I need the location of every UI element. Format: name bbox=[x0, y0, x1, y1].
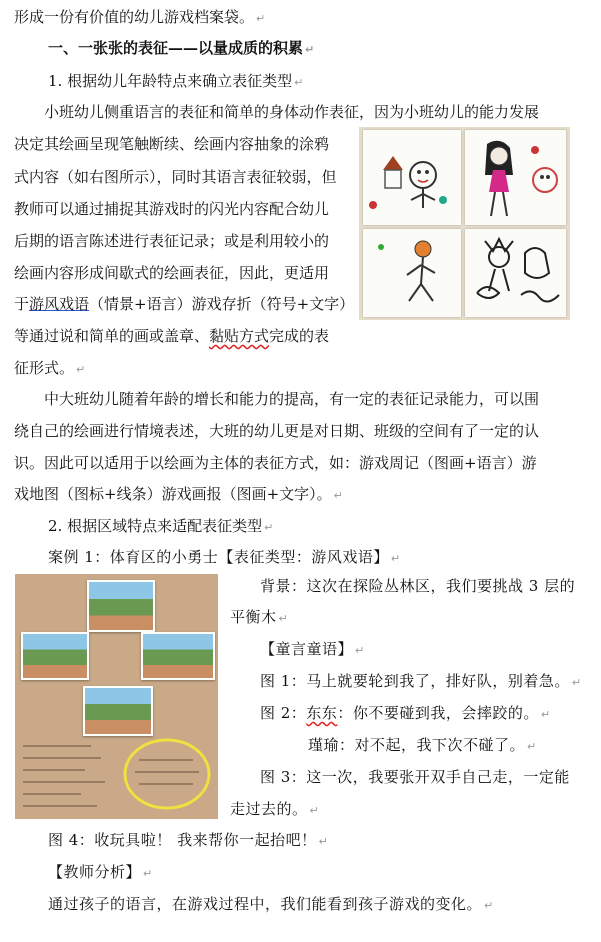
figure-caption-4: 图 4：收玩具啦！ 我来帮你一起抬吧！ ↵ bbox=[48, 831, 329, 849]
snapshot bbox=[87, 580, 155, 632]
heading-1: 一、一张张的表征——以量成质的积累 ↵ bbox=[48, 39, 315, 57]
return-mark-icon: ↵ bbox=[571, 676, 582, 689]
return-mark-icon: ↵ bbox=[484, 899, 494, 912]
return-mark-icon: ↵ bbox=[390, 552, 401, 565]
reply-line: 瑾瑜：对不起，我下次不碰了。 ↵ bbox=[308, 736, 537, 754]
doodle-figure-icon bbox=[465, 130, 566, 225]
subheading-1: 1. 根据幼儿年龄特点来确立表征类型 ↵ bbox=[48, 72, 304, 90]
paragraph-line: 等通过说和简单的画或盖章、黏贴方式完成的表 bbox=[14, 327, 330, 345]
paragraph-line: 中大班幼儿随着年龄的增长和能力的提高，有一定的表征记录能力，可以围 bbox=[44, 390, 540, 408]
sports-area-photo-board bbox=[15, 574, 218, 819]
paragraph-line: 绘画内容形成间歇式的绘画表征，因此，更适用 bbox=[14, 264, 330, 282]
figure-caption-3: 图 3：这一次，我要张开双手自己走，一定能 bbox=[260, 768, 570, 786]
paragraph-line: 后期的语言陈述进行表征记录；或是利用较小的 bbox=[14, 232, 330, 250]
paragraph-line: 教师可以通过捕捉其游戏时的闪光内容配合幼儿 bbox=[14, 200, 330, 218]
spellcheck-word: 东东 bbox=[306, 704, 338, 722]
handwriting-notes-icon bbox=[21, 738, 121, 814]
figure-caption-1: 图 1：马上就要轮到我了，排好队，别着急。 ↵ bbox=[260, 672, 582, 690]
teacher-analysis-title: 【教师分析】 ↵ bbox=[48, 863, 153, 881]
return-mark-icon: ↵ bbox=[143, 867, 153, 880]
return-mark-icon: ↵ bbox=[305, 43, 315, 56]
paragraph-line: 形成一份有价值的幼儿游戏档案袋。 ↵ bbox=[14, 8, 266, 26]
paragraph-line: 式内容（如右图所示），同时其语言表征较弱，但 bbox=[14, 168, 337, 186]
return-mark-icon: ↵ bbox=[309, 804, 320, 817]
figure-caption-3-cont: 走过去的。 ↵ bbox=[230, 800, 320, 818]
doodle-figure-icon bbox=[465, 229, 566, 317]
teacher-analysis-text: 通过孩子的语言，在游戏过程中，我们能看到孩子游戏的变化。 ↵ bbox=[48, 895, 494, 913]
snapshot bbox=[83, 686, 153, 736]
return-mark-icon: ↵ bbox=[278, 612, 289, 625]
return-mark-icon: ↵ bbox=[294, 76, 304, 89]
subheading-2: 2. 根据区域特点来适配表征类型 ↵ bbox=[48, 517, 274, 535]
case-title: 案例 1：体育区的小勇士【表征类型：游风戏语】 ↵ bbox=[48, 548, 401, 566]
return-mark-icon: ↵ bbox=[76, 363, 86, 376]
drawing-sheet bbox=[465, 229, 566, 317]
return-mark-icon: ↵ bbox=[318, 835, 329, 848]
return-mark-icon: ↵ bbox=[264, 521, 274, 534]
spellcheck-word: 黏贴方式 bbox=[209, 327, 270, 345]
term-youfengxiyu: 游风戏语 bbox=[29, 295, 90, 313]
paragraph-line: 决定其绘画呈现笔触断续、绘画内容抽象的涂鸦 bbox=[14, 135, 330, 153]
paragraph-line: 小班幼儿侧重语言的表征和简单的身体动作表征，因为小班幼儿的能力发展 bbox=[44, 103, 540, 121]
drawing-sheet bbox=[363, 130, 461, 225]
paragraph-line: 戏地图（图标+线条）游戏画报（图画+文字）。 ↵ bbox=[14, 485, 343, 503]
figure-caption-2: 图 2：东东：你不要碰到我，会摔跤的。 ↵ bbox=[260, 704, 551, 722]
doodle-figure-icon bbox=[363, 229, 461, 317]
snapshot bbox=[21, 632, 89, 680]
paragraph-line: 绕自己的绘画进行情境表述，大班的幼儿更是对日期、班级的空间有了一定的认 bbox=[14, 422, 540, 440]
doodle-figure-icon bbox=[363, 130, 461, 225]
return-mark-icon: ↵ bbox=[256, 12, 266, 25]
tongyan-title: 【童言童语】 ↵ bbox=[260, 640, 365, 658]
heart-note-icon bbox=[119, 734, 215, 816]
return-mark-icon: ↵ bbox=[333, 489, 343, 502]
drawing-sheet bbox=[363, 229, 461, 317]
return-mark-icon: ↵ bbox=[540, 708, 551, 721]
return-mark-icon: ↵ bbox=[527, 740, 537, 753]
children-drawings-photo bbox=[359, 127, 570, 320]
drawing-sheet bbox=[465, 130, 566, 225]
paragraph-line: 识。因此可以适用于以绘画为主体的表征方式，如：游戏周记（图画+语言）游 bbox=[14, 454, 537, 472]
paragraph-line: 于游风戏语（情景+语言）游戏存折（符号+文字） bbox=[14, 295, 355, 313]
paragraph-line: 征形式。 ↵ bbox=[14, 359, 86, 377]
return-mark-icon: ↵ bbox=[355, 644, 365, 657]
background-text: 背景：这次在探险丛林区，我们要挑战 3 层的 bbox=[260, 577, 576, 595]
background-text: 平衡木 ↵ bbox=[230, 608, 289, 626]
snapshot bbox=[141, 632, 215, 680]
